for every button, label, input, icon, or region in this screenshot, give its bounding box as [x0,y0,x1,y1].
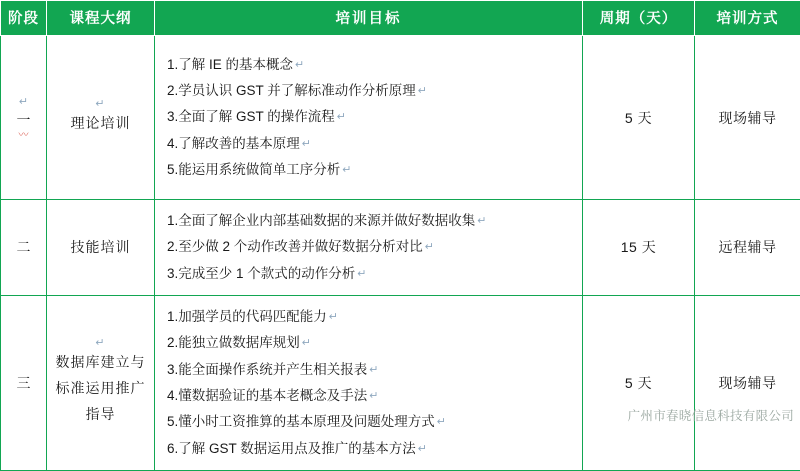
goal-item [167,409,576,435]
goal-text: 1.了解 IE 的基本概念 [167,57,293,72]
goal-item [167,208,576,234]
goal-item [167,104,576,130]
goal-text: 3.完成至少 1 个款式的动作分析 [167,266,355,281]
paragraph-mark-icon: ↵ [357,268,366,280]
goal-item [167,52,576,78]
goal-text: 5.能运用系统做简单工序分析 [167,162,340,177]
goal-text: 4.了解改善的基本原理 [167,136,300,151]
goal-text: 4.懂数据验证的基本老概念及手法 [167,388,367,403]
goal-text: 1.加强学员的代码匹配能力 [167,309,327,324]
stage-value: 二 [17,239,31,255]
paragraph-mark-icon: ↵ [418,85,427,97]
table-header [1,1,800,36]
paragraph-mark-icon: ↵ [302,337,311,349]
paragraph-mark-icon: ↵ [437,416,446,428]
goal-item [167,436,576,462]
goal-item [167,234,576,260]
paragraph-mark-icon: ↵ [342,164,351,176]
paragraph-mark-icon: ↵ [329,311,338,323]
goal-text: 5.懂小时工资推算的基本原理及问题处理方式 [167,414,435,429]
outline-value: 理论培训 [71,115,131,131]
paragraph-mark-icon: ↵ [7,97,40,108]
table-header-row [1,1,800,36]
paragraph-mark-icon: ↵ [418,443,427,455]
paragraph-mark-icon: ↵ [53,338,148,349]
cell-outline [47,200,155,296]
goal-item [167,157,576,183]
goal-text: 1.全面了解企业内部基础数据的来源并做好数据收集 [167,213,475,228]
table-row [1,200,800,296]
goal-item [167,131,576,157]
cell-goals [155,36,583,200]
goal-item [167,330,576,356]
cell-outline [47,295,155,470]
goal-item [167,78,576,104]
paragraph-mark-icon: ↵ [477,215,486,227]
goal-item [167,357,576,383]
cell-stage [1,36,47,200]
cell-period: 5 天 [583,295,695,470]
cell-period: 5 天 [583,36,695,200]
stage-value: 一 [17,112,31,128]
outline-value: 技能培训 [71,239,131,255]
goal-text: 2.至少做 2 个动作改善并做好数据分析对比 [167,239,423,254]
goal-text: 3.能全面操作系统并产生相关报表 [167,362,367,377]
paragraph-mark-icon: ↵ [53,99,148,110]
paragraph-mark-icon: ↵ [302,138,311,150]
cell-outline [47,36,155,200]
header-period: 周期（天） [583,1,695,36]
cell-mode: 现场辅导 [695,295,800,470]
cell-goals [155,295,583,470]
cell-stage [1,295,47,470]
table-row [1,36,800,200]
header-outline: 课程大纲 [47,1,155,36]
goal-text: 3.全面了解 GST 的操作流程 [167,109,335,124]
header-goal: 培训目标 [155,1,583,36]
cell-goals [155,200,583,296]
red-squiggle-icon: 〰 [16,132,32,139]
paragraph-mark-icon: ↵ [369,364,378,376]
goal-item [167,261,576,287]
paragraph-mark-icon: ↵ [337,111,346,123]
paragraph-mark-icon: ↵ [425,241,434,253]
header-mode: 培训方式 [695,1,800,36]
header-stage: 阶段 [1,1,47,36]
goal-item [167,383,576,409]
outline-value: 数据库建立与标准运用推广指导 [56,354,146,422]
goal-text: 6.了解 GST 数据运用点及推广的基本方法 [167,441,416,456]
goal-text: 2.学员认识 GST 并了解标准动作分析原理 [167,83,416,98]
table-row [1,295,800,470]
goal-text: 2.能独立做数据库规划 [167,335,300,350]
watermark-text: 广州市春晓信息科技有限公司 [628,406,794,424]
cell-mode: 远程辅导 [695,200,800,296]
cell-period: 15 天 [583,200,695,296]
paragraph-mark-icon: ↵ [295,59,304,71]
cell-stage [1,200,47,296]
goal-item [167,304,576,330]
paragraph-mark-icon: ↵ [369,390,378,402]
stage-value: 三 [17,375,31,391]
cell-mode: 现场辅导 [695,36,800,200]
